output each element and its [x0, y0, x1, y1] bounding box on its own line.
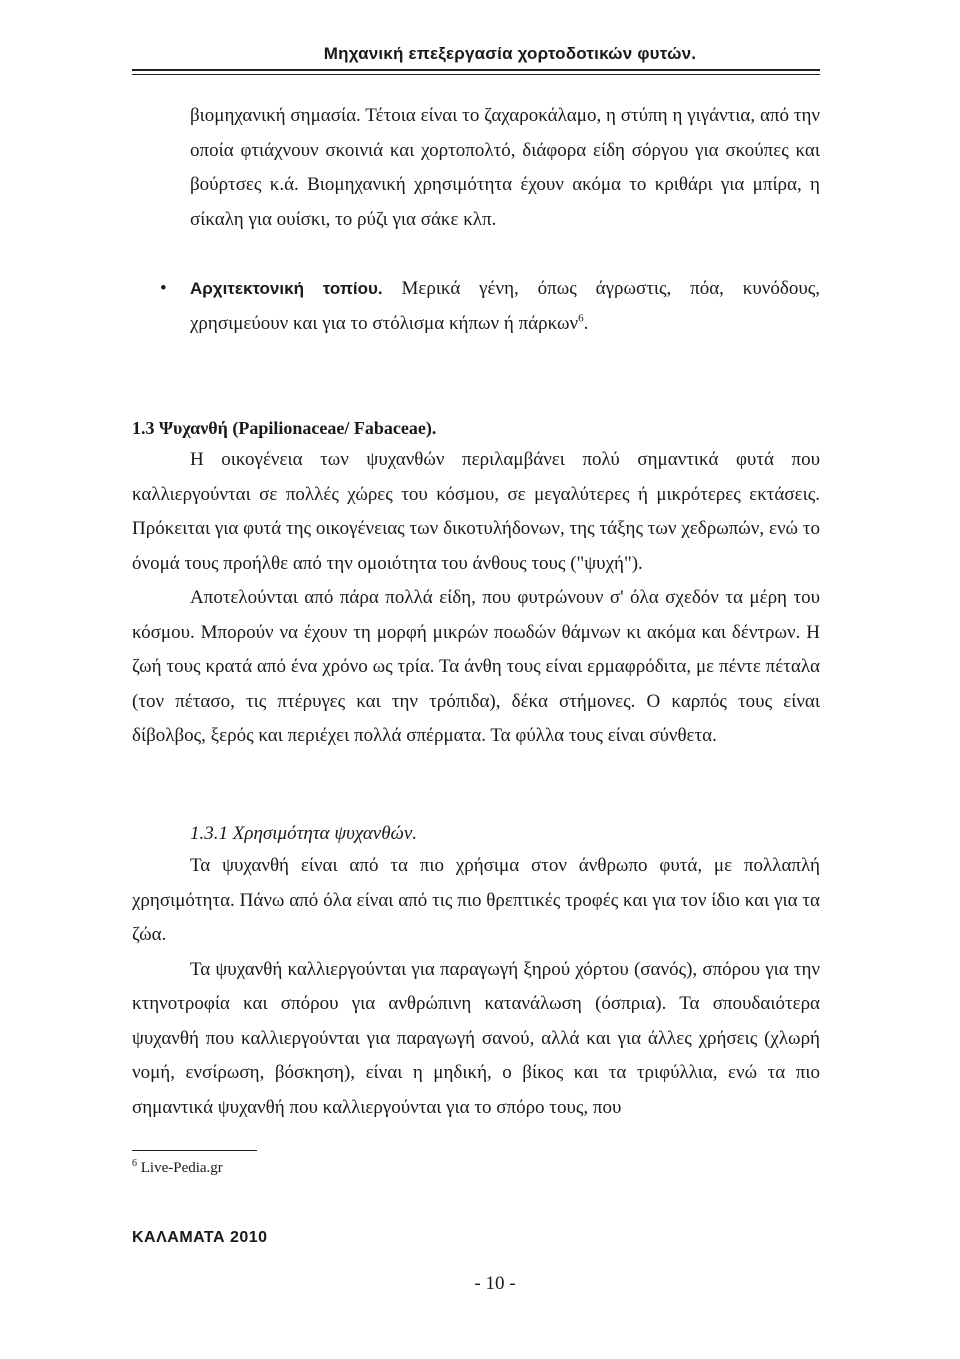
section-body — [132, 443, 820, 754]
paragraph: Η οικογένεια των ψυχανθών περιλαμβάνει πολύ σημαντικά φυτά που καλλιεργούνται σε πολλές χώρες του κόσμου, σε μεγαλύτερες ή μικρότερες εκτάσεις. Πρόκειται για φυτά της οικογένειας των δικοτυλήδονων, της τάξης των χεδρωπών, ενώ το όνομά τους προήλθε από την ομοιότητα του άνθους τους ("ψυχή"). — [132, 449, 820, 574]
bullet-body: Μερικά γένη, όπως άγρωστις, πόα, κυνόδους, χρησιμεύουν και για το στόλισμα κήπων ή πάρκων — [190, 278, 820, 334]
subsection-heading: 1.3.1 Χρησιμότητα ψυχανθών. — [190, 823, 417, 844]
footnote-ref: 6 — [578, 312, 584, 325]
running-header: Μηχανική επεξεργασία χορτοδοτικών φυτών. — [323, 44, 697, 63]
header-rule-thick — [132, 69, 820, 71]
section-title-latin: (Papilionaceae/ Fabaceae). — [232, 418, 437, 438]
paragraph: Αποτελούνται από πάρα πολλά είδη, που φυτρώνουν σ' όλα σχεδόν τα μέρη του κόσμου. Μπορούν να έχουν τη μορφή μικρών ποωδών θάμνων κι ακόμα και δέντρων. Η ζωή τους κρατά από ένα χρόνο ως τρία. Τα άνθη τους είναι ερμαφρόδιτα, με πέντε πέταλα (τον πέτασο, τις πτέρυγες και την τρόπιδα), δέκα στήμονες. Ο καρπός τους είναι δίβολβος, ξερός και περιέχει πολλά σπέρματα. Τα φύλλα τους είναι σύνθετα. — [132, 587, 820, 746]
section-heading — [132, 418, 436, 439]
paragraph: Τα ψυχανθή είναι από τα πιο χρήσιμα στον άνθρωπο φυτά, με πολλαπλή χρησιμότητα. Πάνω από όλα είναι από τις πιο θρεπτικές τροφές και για τον ίδιο και για τα ζώα. — [132, 855, 820, 945]
footer-city-year: ΚΑΛΑΜΑΤΑ 2010 — [132, 1229, 268, 1246]
bullet-text — [190, 272, 820, 341]
intro-text: βιομηχανική σημασία. Τέτοια είναι το ζαχαροκάλαμο, η στύπη η γιγάντια, από την οποία φτιάχνουν σκοινιά και χορτοπολτό, διάφορα είδη σόργου για σκούπες και βούρτσες κ.ά. Βιομηχανική χρησιμότητα έχουν ακόμα το κριθάρι για μπίρα, η σίκαλη για ουίσκι, το ρύζι για σάκε κλπ. — [190, 105, 820, 230]
intro-paragraph — [190, 99, 820, 237]
footnote-number: 6 — [132, 1158, 137, 1169]
bullet-marker: • — [160, 278, 167, 299]
bullet-title: Αρχιτεκτονική τοπίου. — [190, 279, 383, 298]
section-number: 1.3 — [132, 418, 155, 438]
header-rule-thin — [132, 74, 820, 75]
subsection-body — [132, 849, 820, 1125]
footnote — [132, 1160, 223, 1177]
section-title-greek: Ψυχανθή — [159, 418, 228, 438]
bullet-end: . — [583, 312, 589, 334]
page-number: - 10 - — [474, 1273, 516, 1294]
footnote-rule — [132, 1150, 257, 1151]
bullet-item — [160, 272, 820, 341]
footnote-text: Live-Pedia.gr — [140, 1160, 223, 1176]
paragraph: Τα ψυχανθή καλλιεργούνται για παραγωγή ξηρού χόρτου (σανός), σπόρου για την κτηνοτροφία και σπόρου για ανθρώπινη κατανάλωση (όσπρια). Τα σπουδαιότερα ψυχανθή που καλλιεργούνται για παραγωγή σανού, αλλά και για άλλες χρήσεις (χλωρή νομή, ενσίρωση, βόσκηση), είναι η μηδική, ο βίκος και τα τριφύλλια, ενώ τα πιο σημαντικά ψυχανθή που καλλιεργούνται για το σπόρο τους, που — [132, 958, 820, 1118]
